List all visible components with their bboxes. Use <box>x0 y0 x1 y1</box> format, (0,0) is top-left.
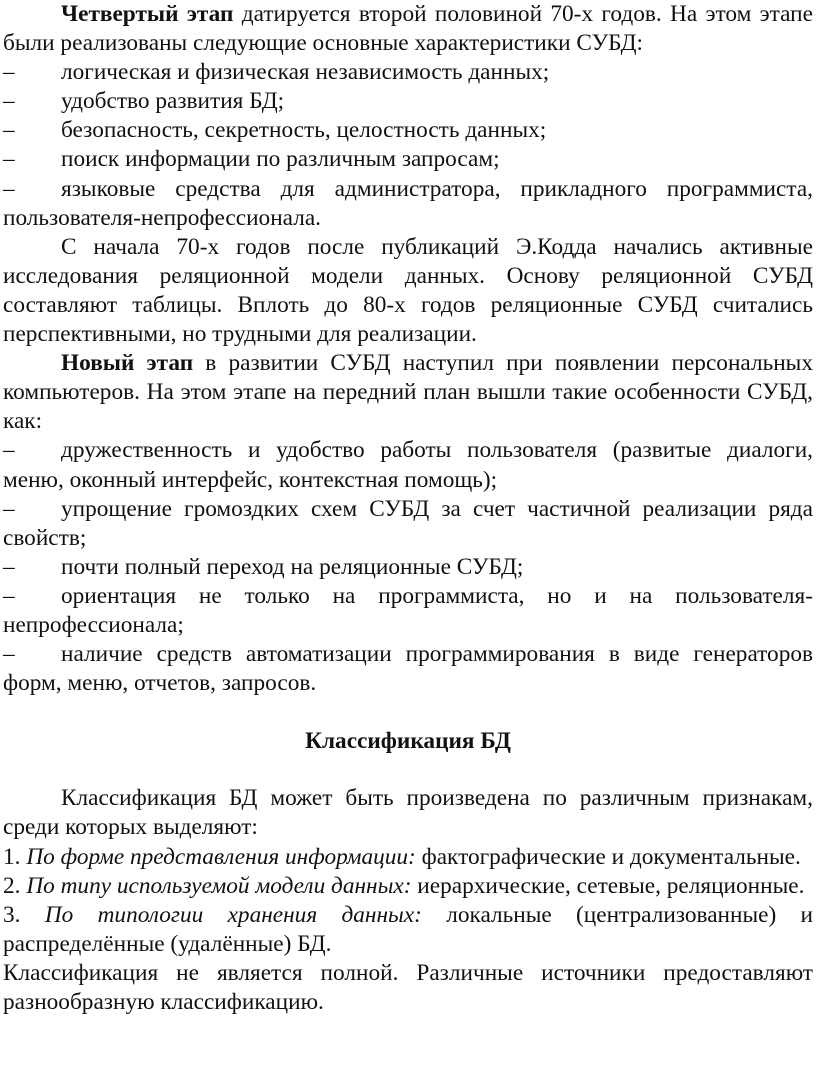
item-number: 1. <box>3 843 21 870</box>
item-values: локальные (централизованные) и распределённые (удалённые) БД. <box>3 901 814 957</box>
list-item-text: удобство развития БД; <box>61 88 285 115</box>
dash-marker: – <box>3 117 15 144</box>
dash-marker: – <box>3 59 15 86</box>
item-criterion: По типу используемой модели данных: <box>26 872 412 899</box>
list-item-text: логическая и физическая независимость данных; <box>61 59 550 86</box>
list-item <box>3 436 813 494</box>
dash-marker: – <box>3 146 15 173</box>
paragraph-fourth-stage <box>3 0 813 58</box>
list-item-text: языковые средства для администратора, прикладного программиста, пользователя-непрофессионала. <box>3 175 813 231</box>
paragraph-new-stage <box>3 349 813 436</box>
classification-item <box>3 901 813 959</box>
dash-marker: – <box>3 437 15 464</box>
list-item-text: упрощение громоздких схем СУБД за счет частичной реализации ряда свойств; <box>3 495 813 551</box>
dash-marker: – <box>3 175 15 202</box>
paragraph-closing: Классификация не является полной. Различные источники предоставляют разнообразную классификацию. <box>3 959 813 1015</box>
list-item <box>3 116 813 145</box>
dash-marker: – <box>3 641 15 668</box>
document-page <box>3 0 813 1017</box>
dash-marker: – <box>3 88 15 115</box>
list-item <box>3 640 813 698</box>
item-criterion: По типологии хранения данных: <box>44 901 422 928</box>
term-fourth-stage: Четвертый этап <box>61 1 234 27</box>
list-item <box>3 175 813 233</box>
item-criterion: По форме представления информации: <box>26 843 416 870</box>
item-number: 2. <box>3 872 21 899</box>
list-item-text: наличие средств автоматизации программирования в виде генераторов форм, меню, отчетов, запросов. <box>3 641 813 697</box>
list-item <box>3 582 813 640</box>
list-item-text: ориентация не только на программиста, но и на пользователя-непрофессионала; <box>3 582 813 638</box>
list-item-text: дружественность и удобство работы пользователя (развитые диалоги, меню, оконный интерфейс, контекстная помощь); <box>3 437 813 493</box>
paragraph-codd: С начала 70-х годов после публикаций Э.Кодда начались активные исследования реляционной модели данных. Основу реляционной СУБД составляют таблицы. Вплоть до 80-х годов реляционные СУБД считались перспективными, но трудными для реализации. <box>3 233 813 348</box>
dash-marker: – <box>3 582 15 609</box>
list-item <box>3 87 813 116</box>
item-number: 3. <box>3 901 21 928</box>
section-heading: Классификация БД <box>305 728 511 755</box>
item-values: иерархические, сетевые, реляционные. <box>411 872 805 899</box>
classification-item <box>3 872 813 901</box>
classification-item <box>3 843 813 872</box>
list-item-text: поиск информации по различным запросам; <box>61 146 500 173</box>
item-values: фактографические и документальные. <box>415 843 801 870</box>
list-item <box>3 145 813 174</box>
term-new-stage: Новый этап <box>61 350 194 377</box>
dash-marker: – <box>3 553 15 580</box>
list-item-text: почти полный переход на реляционные СУБД; <box>61 553 524 580</box>
list-item <box>3 495 813 553</box>
paragraph-text: датируется второй половиной 70-х годов. На этом этапе были реализованы следующие основные характеристики СУБД: <box>3 1 813 57</box>
list-item-text: безопасность, секретность, целостность данных; <box>61 117 547 144</box>
list-item <box>3 58 813 87</box>
paragraph-classification-intro: Классификация БД может быть произведена по различным признакам, среди которых выделяют: <box>3 785 813 841</box>
dash-marker: – <box>3 495 15 522</box>
list-item <box>3 553 813 582</box>
paragraph-text: в развитии СУБД наступил при появлении персональных компьютеров. На этом этапе на передний план вышли такие особенности СУБД, как: <box>3 350 813 435</box>
